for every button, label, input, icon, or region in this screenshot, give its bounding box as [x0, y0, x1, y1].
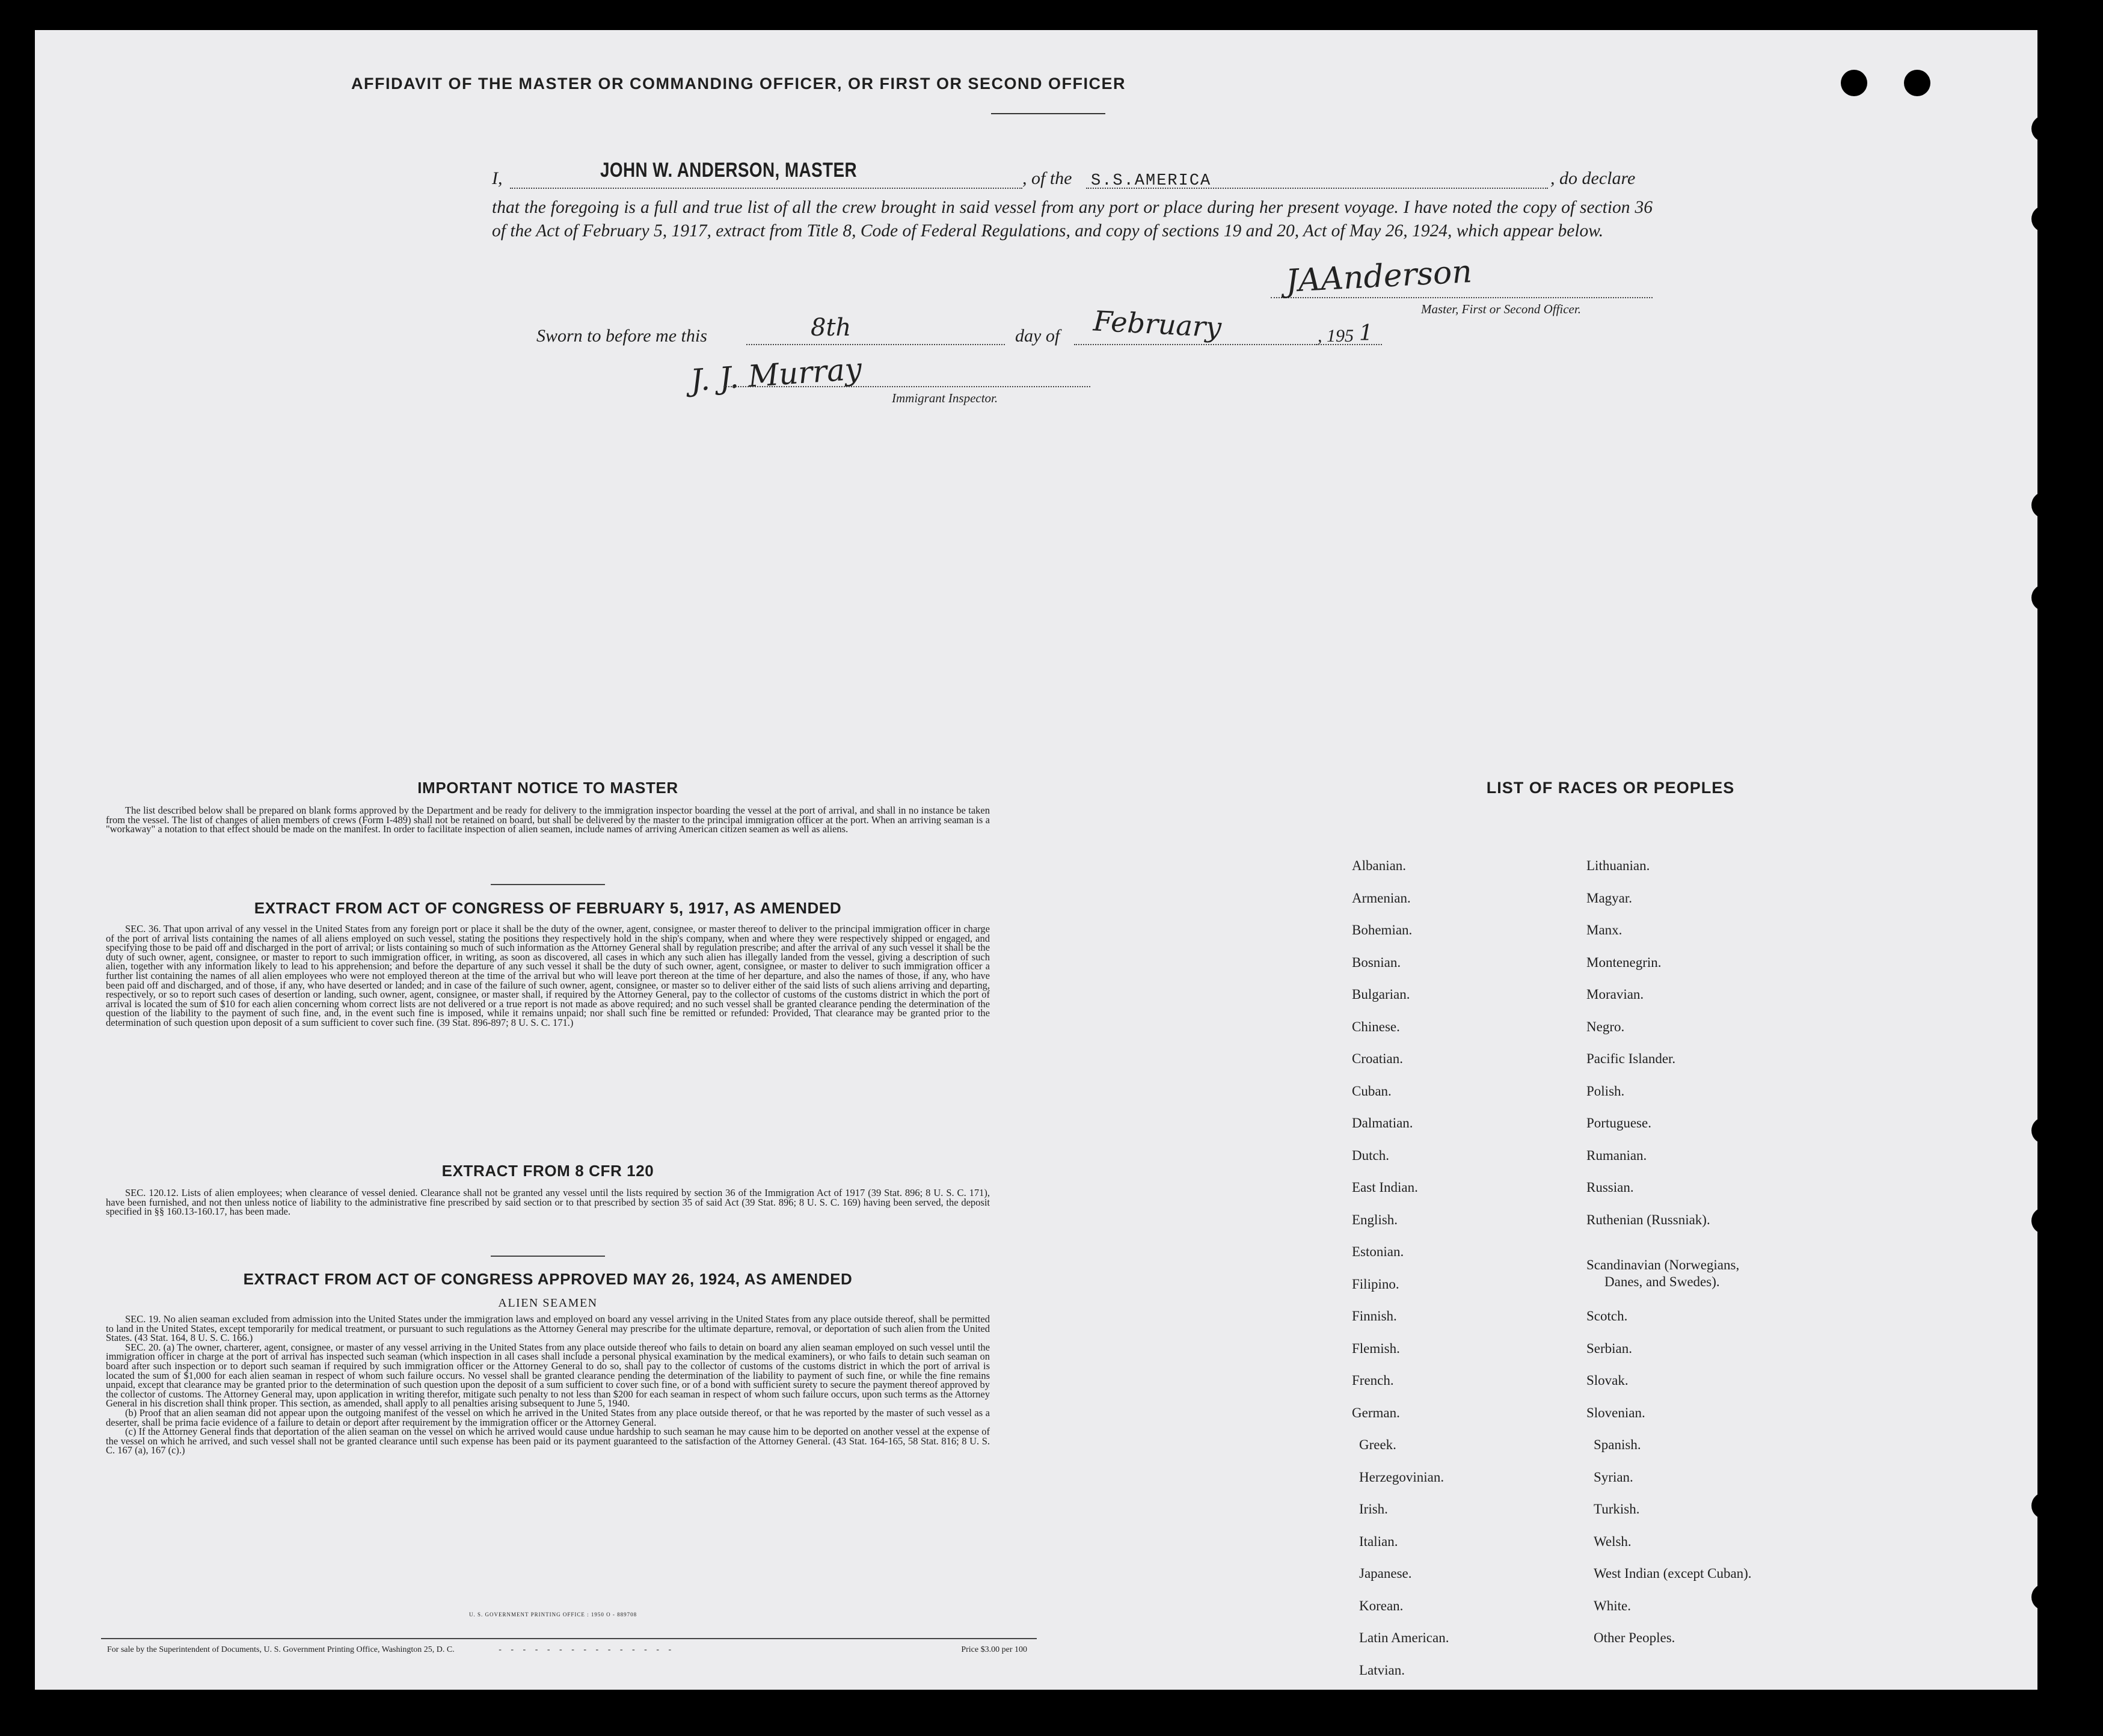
master-caption: Master, First or Second Officer.: [1421, 302, 1581, 316]
race-item: Filipino.: [1352, 1276, 1399, 1292]
race-item: Negro.: [1586, 1019, 1625, 1034]
race-item: Dutch.: [1352, 1147, 1389, 1163]
sworn-day: 8th: [811, 314, 852, 342]
footer-sale-text: For sale by the Superintendent of Documents, U. S. Government Printing Office, Washington 25, D. C.: [107, 1645, 455, 1654]
punch-hole: [2031, 492, 2058, 518]
race-item: Lithuanian.: [1586, 858, 1650, 873]
sworn-month: February: [1092, 304, 1223, 344]
race-item: Italian.: [1359, 1533, 1398, 1549]
document-page: [35, 30, 2037, 1690]
footer-divider: [101, 1638, 1037, 1639]
race-item: Slovak.: [1586, 1373, 1629, 1388]
master-name-line: [510, 188, 1022, 189]
extract-1924-title: EXTRACT FROM ACT OF CONGRESS APPROVED MAY 26, 1924, AS AMENDED: [243, 1270, 853, 1288]
race-item: Welsh.: [1594, 1533, 1632, 1549]
race-item: Dalmatian.: [1352, 1115, 1413, 1130]
inspector-signature-line: [723, 386, 1090, 387]
race-item: Spanish.: [1594, 1437, 1641, 1452]
notice-text: The list described below shall be prepared on blank forms approved by the Department and be ready for delivery to the immigration inspector boarding the vessel at the port of arrival, and shall in no instance be taken from the vessel. The list of changes of alien members of crews (Form I-489) shall not be retained on board, but shall be delivered by the master to the principal immigration officer at the port. When an arriving seaman is a "workaway" a notation to that effect should be made on the manifest. In order to facilitate inspection of alien seamen, include names of arriving American citizen seamen as well as aliens.: [106, 805, 990, 835]
race-item: Rumanian.: [1586, 1147, 1647, 1163]
sworn-month-line: [1074, 344, 1318, 345]
paragraph-sec-20a: SEC. 20. (a) The owner, charterer, agent, consignee, or master of any vessel arriving in the United States from any place outside thereof who fails to detain on board any alien seaman employed on such vessel until the immigration officer in charge at the port of arrival has inspected such seaman (which inspection in all cases shall include a personal physical examination by the medical examiners), or who fails to detain such seaman on board after such inspection or to deport such seaman if required by such immigration officer or the Attorney General to do so, shall pay to the collector of customs of the customs district in which the port of arrival is located the sum of $1,000 for each alien seaman in respect of whom such failure occurs. No vessel shall be granted clearance pending the determination of the liability to payment of such fine, or while the fine remains unpaid, except that clearance may be granted prior to the determination of such question upon the deposit of a sum sufficient to cover such fine, or of a bond with sufficient surety to secure the payment thereof approved by the collector of customs. The Attorney General may, upon application in writing therefor, mitigate such penalty to not less than $200 for each seaman in respect of whom such failure occurs, upon such terms as the Attorney General in his discretion shall think proper. This section, as amended, shall apply to all penalties arising subsequent to June 5, 1940.: [106, 1341, 990, 1409]
races-title: LIST OF RACES OR PEOPLES: [1486, 779, 1735, 797]
year-suffix: 1: [1359, 321, 1373, 346]
of-the-label: , of the: [1022, 168, 1072, 188]
race-item: Latvian.: [1359, 1662, 1405, 1678]
race-item: Manx.: [1586, 922, 1623, 937]
race-item: Bosnian.: [1352, 954, 1401, 970]
inspector-caption: Immigrant Inspector.: [892, 391, 998, 405]
race-item: Flemish.: [1352, 1340, 1400, 1356]
race-item: Chinese.: [1352, 1019, 1400, 1034]
race-item: Greek.: [1359, 1437, 1396, 1452]
master-name: JOHN W. ANDERSON, MASTER: [600, 159, 858, 182]
race-item: Magyar.: [1586, 890, 1633, 906]
paragraph-sec-20b: (b) Proof that an alien seaman did not appear upon the outgoing manifest of the vessel on which he arrived in the United States from any place outside thereof, or that he was reported by the master of such vessel as a deserter, shall be prima facie evidence of a failure to detain or deport after requirement by the immigration officer or the Attorney General.: [106, 1406, 990, 1428]
declare-label: , do declare: [1550, 168, 1636, 188]
race-item: Montenegrin.: [1586, 954, 1662, 970]
race-item: Estonian.: [1352, 1244, 1404, 1259]
race-item: West Indian (except Cuban).: [1594, 1566, 1752, 1581]
race-item: Bulgarian.: [1352, 987, 1410, 1002]
extract-8cfr-text: SEC. 120.12. Lists of alien employees; when clearance of vessel denied. Clearance shall not be granted any vessel until the lists required by section 36 of the Immigration Act of 1917 (39 Stat. 896; 8 U. S. C. 171), have been furnished, and not then unless notice of liability to the administrative fine prescribed by said section or to that prescribed by section 35 of said Act (39 Stat. 896; 8 U. S. C. 169) having been served, the deposit specified in §§ 160.13-160.17, has been made.: [106, 1187, 990, 1218]
race-item: Irish.: [1359, 1501, 1388, 1517]
race-item: Turkish.: [1594, 1501, 1640, 1517]
title-divider: [991, 113, 1105, 114]
race-item: Slovenian.: [1586, 1405, 1645, 1420]
section-divider: [491, 1256, 605, 1257]
race-item: Finnish.: [1352, 1308, 1397, 1323]
gpo-imprint: U. S. GOVERNMENT PRINTING OFFICE : 1950 O - 889708: [469, 1612, 637, 1618]
extract-1917-title: EXTRACT FROM ACT OF CONGRESS OF FEBRUARY 5, 1917, AS AMENDED: [254, 899, 842, 917]
section-divider: [491, 884, 605, 885]
punch-hole: [1841, 70, 1867, 96]
race-item: Ruthenian (Russniak).: [1586, 1212, 1710, 1227]
race-item: Armenian.: [1352, 890, 1411, 906]
extract-1917-text: SEC. 36. That upon arrival of any vessel in the United States from any foreign port or place it shall be the duty of the owner, agent, consignee, or master thereof to deliver to the principal immigration officer in charge of the port of arrival lists containing the names of all aliens employed on such vessel, stating the positions they respectively hold in the ship's company, when and where they were respectively shipped or engaged, and specifying those to be paid off and discharged in the port of arrival; or lists containing so much of such information as the Attorney General shall by regulation prescribe; and after the arrival of any such vessel it shall be the duty of such owner, agent, consignee, or master to report to such immigration officer, in writing, as soon as discovered, all cases in which any such alien has illegally landed from the vessel, giving a description of such alien, together with any information likely to lead to his apprehension; and before the departure of any such vessel it shall be the duty of such owner, agent, consignee, or master to deliver to such immigration officer a further list containing the names of all alien employees who were not employed thereon at the time of the arrival but who will leave port thereon at the time of her departure, and also the names of those, if any, who have been paid off and discharged, and of those, if any, who have deserted or landed; and in case of the failure of such owner, agent, consignee, or master so to deliver either of the said lists of such aliens arriving and departing, respectively, or so to report such cases of desertion or landing, such owner, agent, consignee, or master shall, if required by the Attorney General, pay to the collector of customs of the customs district in which the port of arrival is located the sum of $10 for each alien concerning whom correct lists are not delivered or a true report is not made as above required; and no such vessel shall be granted clearance pending the determination of the question of the liability to the payment of such fine, and, in the event such fine is imposed, while it remains unpaid; nor shall such fine be remitted or refunded: Provided, That clearance may be granted prior to the determination of such question upon deposit of a sum sufficient to cover such fine. (39 Stat. 896-897; 8 U. S. C. 171.): [106, 923, 990, 1028]
affidavit-paragraph: that the foregoing is a full and true list of all the crew brought in said vessel from any port or place during her present voyage. I have noted the copy of section 36 of the Act of February 5, 1917, extract from Title 8, Code of Federal Regulations, and copy of sections 19 and 20, Act of May 26, 1924, which appear below.: [492, 198, 1653, 241]
sworn-label: Sworn to before me this: [536, 326, 707, 346]
punch-hole: [2031, 584, 2058, 611]
paragraph-sec-20c: (c) If the Attorney General finds that deportation of the alien seaman on the vessel on which he arrived would cause undue hardship to such seaman he may cause him to be deported on another vessel at the expense of the vessel on which he arrived, and such vessel shall not be granted clearance until such expense has been paid or its payment guaranteed to the satisfaction of the Attorney General. (43 Stat. 164-165, 58 Stat. 816; 8 U. S. C. 167 (a), 167 (c).): [106, 1426, 990, 1456]
race-item: Herzegovinian.: [1359, 1469, 1444, 1485]
year-prefix: , 195: [1318, 326, 1354, 346]
punch-hole: [2031, 1207, 2058, 1234]
race-item: Syrian.: [1594, 1469, 1633, 1485]
master-signature: JAAnderson: [1285, 253, 1473, 300]
race-item: White.: [1594, 1598, 1631, 1613]
extract-8cfr-title: EXTRACT FROM 8 CFR 120: [441, 1162, 654, 1180]
punch-hole: [2031, 1492, 2058, 1519]
race-item: Polish.: [1586, 1083, 1625, 1099]
race-item: Latin American.: [1359, 1630, 1449, 1645]
punch-hole: [1904, 70, 1930, 96]
inspector-signature: J. J. Murray: [689, 351, 863, 398]
race-item: Danes, and Swedes).: [1604, 1274, 1720, 1289]
race-item: German.: [1352, 1405, 1400, 1420]
year-line: [1316, 344, 1382, 345]
punch-hole: [2031, 1117, 2058, 1144]
vessel-name: S.S.AMERICA: [1091, 172, 1212, 190]
race-item: Pacific Islander.: [1586, 1051, 1676, 1066]
race-item: Bohemian.: [1352, 922, 1413, 937]
race-item: Portuguese.: [1586, 1115, 1651, 1130]
footer: [107, 1645, 1027, 1655]
race-item: Japanese.: [1359, 1566, 1412, 1581]
race-item: Other Peoples.: [1594, 1630, 1675, 1645]
i-label: I,: [492, 168, 503, 188]
day-of-label: day of: [1015, 326, 1060, 346]
punch-hole: [2031, 1584, 2058, 1610]
race-item: East Indian.: [1352, 1180, 1418, 1195]
footer-price: Price $3.00 per 100: [961, 1645, 1027, 1654]
race-item: English.: [1352, 1212, 1398, 1227]
race-item: Serbian.: [1586, 1340, 1633, 1356]
race-item: Moravian.: [1586, 987, 1644, 1002]
race-item: Scotch.: [1586, 1308, 1628, 1323]
paragraph-sec-19: SEC. 19. No alien seaman excluded from admission into the United States under the immigration laws and employed on board any vessel arriving in the United States from any place outside thereof, shall be permitted to land in the United States, except temporarily for medical treatment, or pursuant to such regulations as the Attorney General may prescribe for the ultimate departure, removal, or deportation of such alien from the United States. (43 Stat. 164, 8 U. S. C. 166.): [106, 1313, 990, 1344]
affidavit-title: AFFIDAVIT OF THE MASTER OR COMMANDING OFFICER, OR FIRST OR SECOND OFFICER: [351, 75, 1126, 93]
punch-hole: [2031, 115, 2058, 142]
race-item: Scandinavian (Norwegians,: [1586, 1257, 1740, 1272]
race-item: Croatian.: [1352, 1051, 1403, 1066]
race-item: Albanian.: [1352, 858, 1407, 873]
notice-title: IMPORTANT NOTICE TO MASTER: [417, 779, 678, 797]
alien-seamen-subtitle: ALIEN SEAMEN: [498, 1296, 598, 1310]
race-item: French.: [1352, 1373, 1394, 1388]
extract-1924-text: [106, 1314, 990, 1455]
punch-hole: [2031, 206, 2058, 232]
race-item: Cuban.: [1352, 1083, 1392, 1099]
footer-leader: - - - - - - - - - - - - - - -: [499, 1645, 675, 1654]
race-item: Korean.: [1359, 1598, 1404, 1613]
race-item: Russian.: [1586, 1180, 1634, 1195]
sworn-day-line: [746, 344, 1005, 345]
